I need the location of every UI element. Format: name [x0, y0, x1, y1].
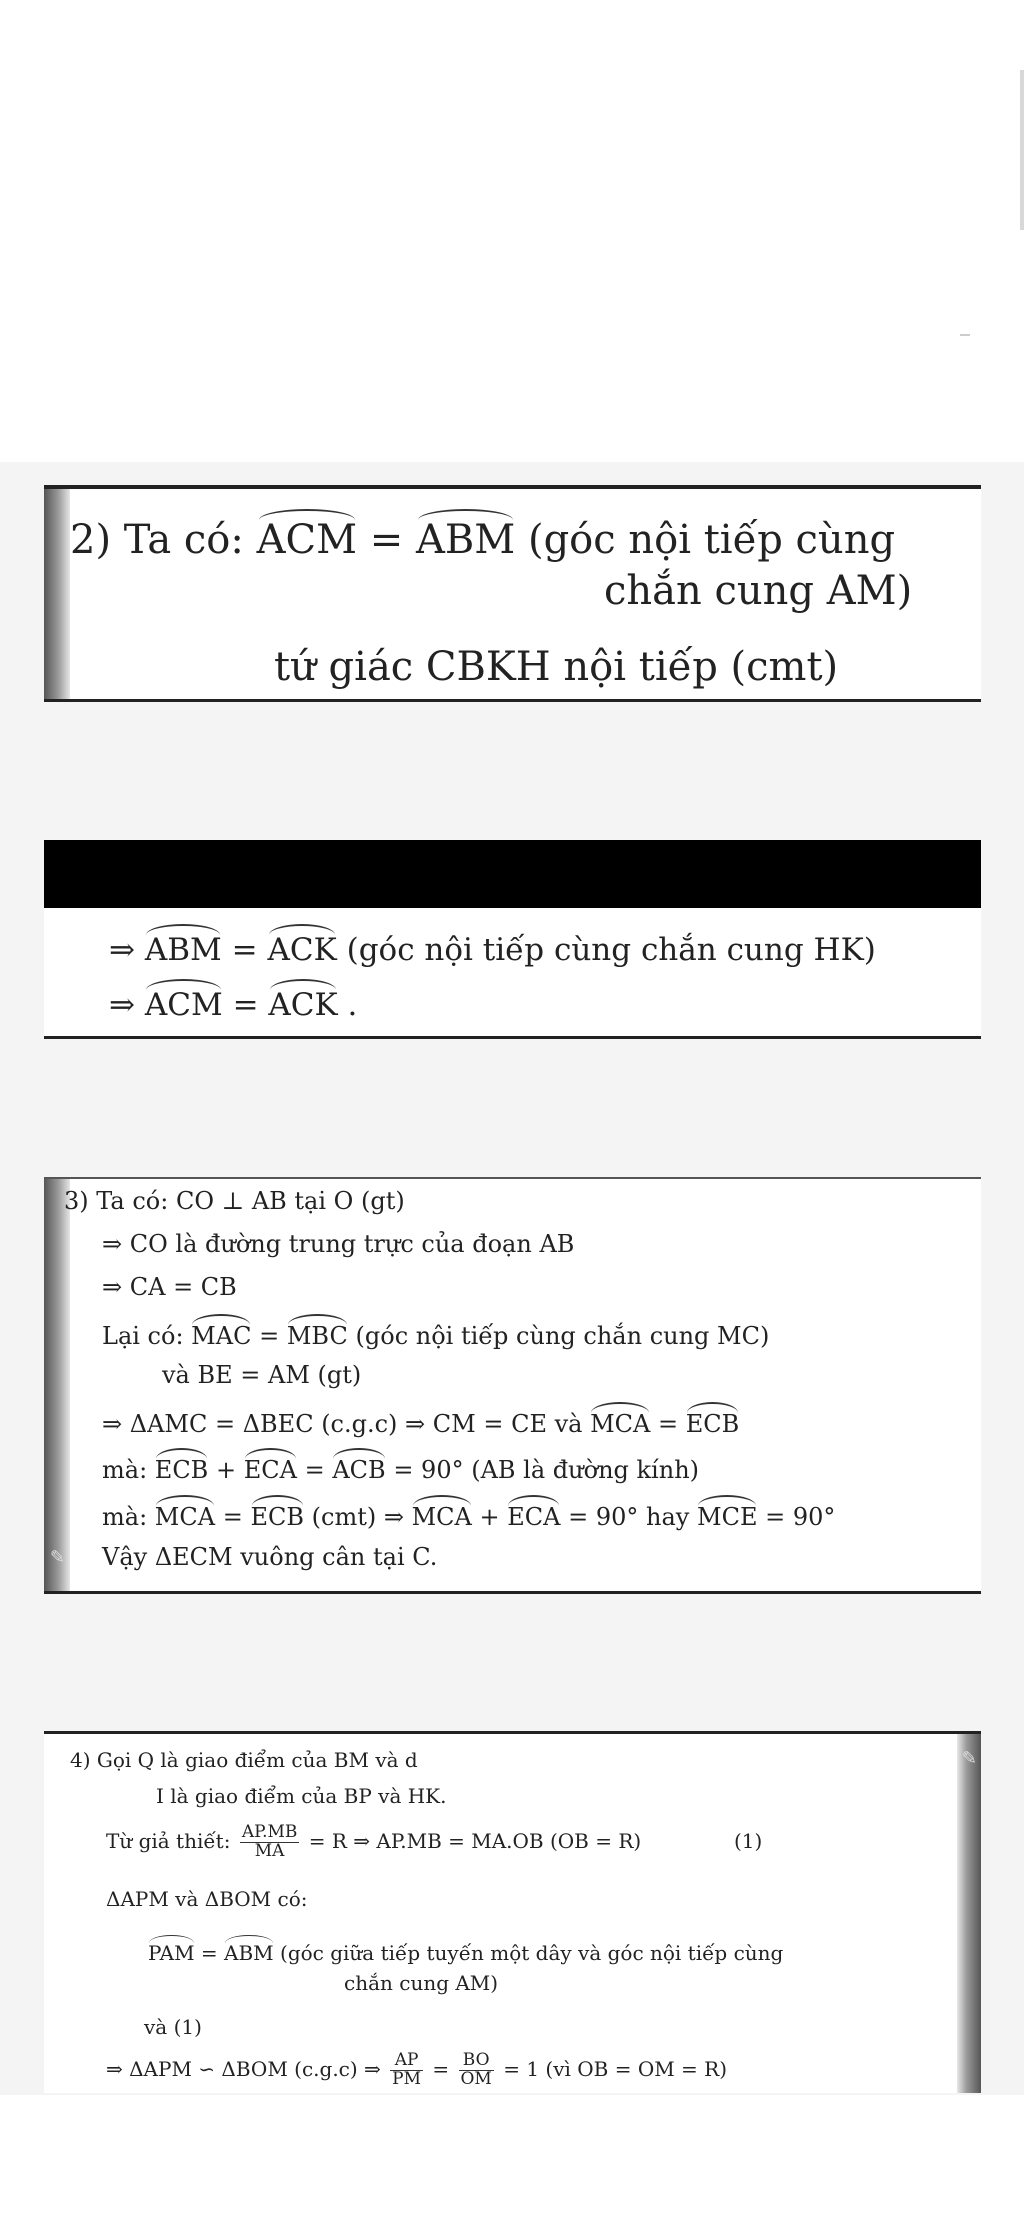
card3-line7: mà: ECB + ECA = ACB = 90° (AB là đường kính) — [102, 1450, 699, 1484]
card1-line3: tứ giác CBKH nội tiếp (cmt) — [274, 644, 839, 690]
angle-acb: ACB — [332, 1450, 385, 1484]
angle-ecb: ECB — [686, 1404, 740, 1438]
fraction-bo-over-om: $\frac{BO}{OM}$ — [460, 2050, 492, 2089]
card1-line2: chắn cung AM) — [604, 568, 913, 614]
card-gutter — [44, 489, 70, 699]
card4-line3: Từ giả thiết: $\frac{AP.MB}{MA}$ = R ⇒ AP.MB = MA.OB (OB = R) (1) — [106, 1822, 763, 1861]
card4-line7: và (1) — [144, 2015, 202, 2039]
top-blank-area — [0, 0, 1024, 462]
card4-line2: I là giao điểm của BP và HK. — [156, 1784, 447, 1808]
solution-card-part2-a — [44, 485, 981, 702]
angle-eca: ECA — [244, 1450, 297, 1484]
card3-line1: 3) Ta có: CO ⊥ AB tại O (gt) — [64, 1187, 405, 1215]
angle-ack: ACK — [267, 926, 336, 968]
angle-mca: MCA — [590, 1404, 650, 1438]
card1-line1: 2) Ta có: ACM = ABM (góc nội tiếp cùng — [70, 511, 895, 563]
angle-acm: ACM — [257, 511, 357, 563]
solution-card-part4 — [44, 1731, 981, 2093]
card-gutter — [44, 1179, 70, 1591]
card4-line8: ⇒ ΔAPM ∽ ΔBOM (c.g.c) ⇒ $\frac{AP}{PM}$ = $\frac{BO}{OM}$ = 1 (vì OB = OM = R) — [106, 2050, 728, 2089]
edge-mark — [1020, 70, 1024, 230]
solution-card-part3 — [44, 1177, 981, 1594]
angle-abm: ABM — [416, 511, 515, 563]
edit-icon: ✎ — [961, 1748, 977, 1769]
pencil-icon: ✎ — [50, 1547, 66, 1568]
angle-pam: PAM — [148, 1935, 195, 1965]
angle-ecb: ECB — [155, 1450, 209, 1484]
card2-line2: ⇒ ACM = ACK . — [109, 981, 357, 1023]
redacted-bar — [44, 840, 981, 908]
angle-abm: ABM — [145, 926, 222, 968]
card3-line8: mà: MCA = ECB (cmt) ⇒ MCA + ECA = 90° hay MCE = 90° — [102, 1497, 835, 1531]
angle-abm: ABM — [224, 1935, 274, 1965]
card4-line5: PAM = ABM (góc giữa tiếp tuyến một dây và góc nội tiếp cùng — [148, 1935, 783, 1965]
angle-eca: ECA — [507, 1497, 560, 1531]
card3-line4: Lại có: MAC = MBC (góc nội tiếp cùng chắn cung MC) — [102, 1316, 769, 1350]
dot-mark — [960, 334, 970, 336]
card4-line1: 4) Gọi Q là giao điểm của BM và d — [70, 1748, 418, 1772]
angle-mac: MAC — [191, 1316, 251, 1350]
angle-mbc: MBC — [287, 1316, 348, 1350]
card3-line5: và BE = AM (gt) — [162, 1361, 362, 1389]
bottom-blank-area — [0, 2095, 1024, 2218]
angle-acm: ACM — [145, 981, 223, 1023]
card3-line2: ⇒ CO là đường trung trực của đoạn AB — [102, 1230, 575, 1258]
solution-card-part2-b — [44, 840, 981, 1039]
angle-mca: MCA — [412, 1497, 472, 1531]
card4-line6: chắn cung AM) — [344, 1971, 499, 1995]
fraction-apmb-over-ma: $\frac{AP.MB}{MA}$ — [241, 1822, 298, 1861]
card2-line1: ⇒ ABM = ACK (góc nội tiếp cùng chắn cung HK) — [109, 926, 876, 968]
card-right-gutter — [957, 1734, 981, 2093]
angle-mce: MCE — [697, 1497, 757, 1531]
card4-line4: ΔAPM và ΔBOM có: — [106, 1887, 308, 1911]
angle-ecb: ECB — [250, 1497, 304, 1531]
angle-mca: MCA — [155, 1497, 215, 1531]
fraction-ap-over-pm: $\frac{AP}{PM}$ — [392, 2050, 422, 2089]
card3-line9: Vậy ΔECM vuông cân tại C. — [102, 1543, 438, 1571]
card3-line3: ⇒ CA = CB — [102, 1273, 237, 1301]
angle-ack: ACK — [268, 981, 337, 1023]
card3-line6: ⇒ ΔAMC = ΔBEC (c.g.c) ⇒ CM = CE và MCA = ECB — [102, 1404, 739, 1438]
